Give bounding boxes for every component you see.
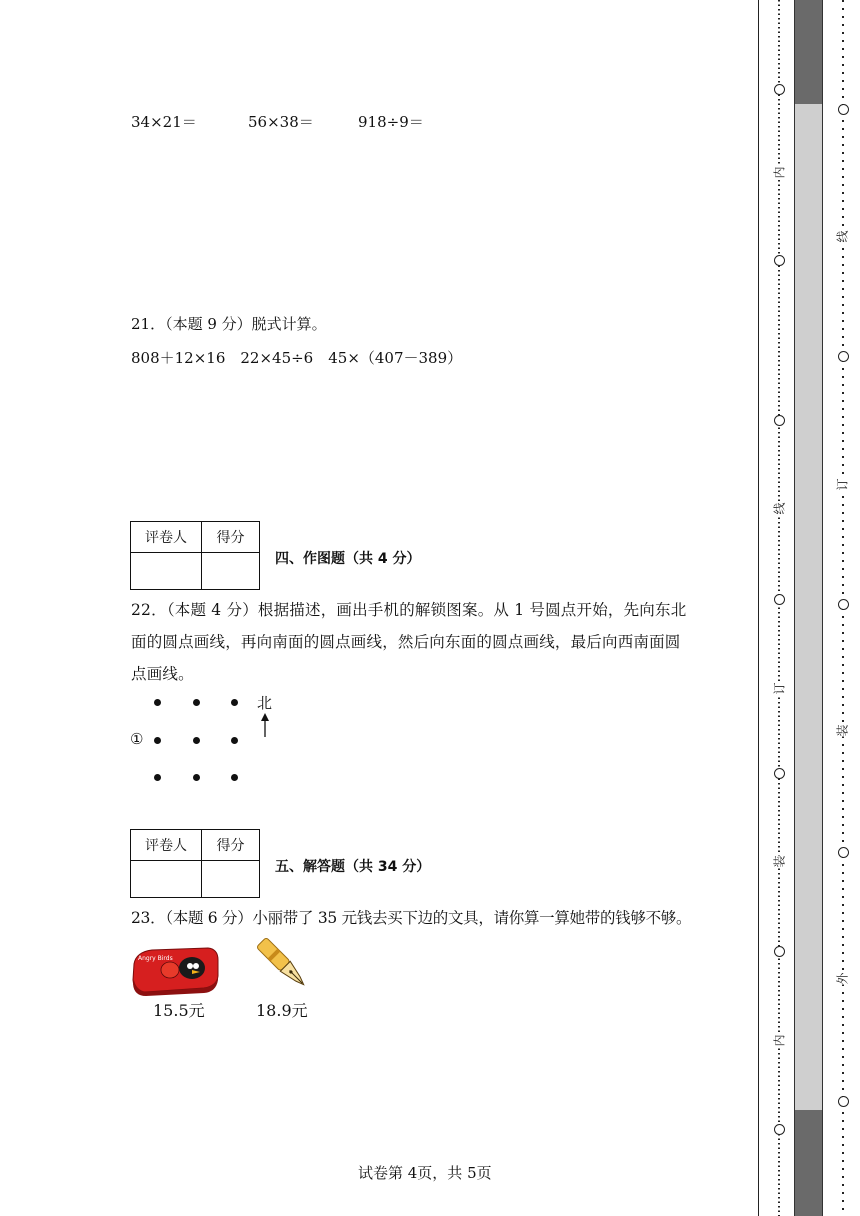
q22-line-3: 点画线。 (131, 665, 194, 683)
reviewer-header: 评卷人 (131, 830, 202, 861)
binding-hole-icon (774, 84, 785, 95)
q21-expressions: 808＋12×16 22×45÷6 45×（407－389） (131, 349, 463, 367)
binding-hole-icon (774, 415, 785, 426)
binding-hole-icon (838, 1096, 849, 1107)
grey-band-top (794, 0, 823, 104)
score-table-section5 (130, 829, 260, 898)
expression-918div9: 918÷9＝ (358, 113, 424, 131)
binding-char-outer-bind: 装 (835, 724, 850, 737)
pencil-case-image (130, 942, 222, 998)
expression-56x38: 56×38＝ (248, 113, 314, 131)
binding-char-bind: 装 (772, 855, 787, 868)
section5-title: 五、解答题（共 34 分） (275, 859, 431, 875)
north-label: 北 (257, 694, 273, 712)
grey-band-bottom (794, 1110, 823, 1216)
reviewer-cell[interactable] (131, 553, 202, 590)
grey-band-left-edge (794, 0, 795, 1216)
q23-text: 23．（本题 6 分）小丽带了 35 元钱去买下边的文具，请你算一算她带的钱够不够。 (131, 909, 692, 927)
binding-char-outer-line: 线 (835, 230, 850, 243)
section4-title: 四、作图题（共 4 分） (275, 551, 421, 567)
fountain-pen-image (255, 938, 317, 996)
score-cell[interactable] (202, 861, 260, 898)
binding-hole-icon (838, 599, 849, 610)
reviewer-cell[interactable] (131, 861, 202, 898)
start-label: ① (130, 730, 144, 748)
grey-band-right-edge (822, 0, 823, 1216)
binding-char-inner: 内 (772, 166, 787, 179)
binding-hole-icon (774, 946, 785, 957)
dot[interactable] (231, 699, 238, 706)
north-arrow-icon (258, 712, 272, 738)
binding-hole-icon (774, 768, 785, 779)
reviewer-header: 评卷人 (131, 522, 202, 553)
q21-heading: 21．（本题 9 分）脱式计算。 (131, 315, 327, 333)
dot[interactable] (154, 774, 161, 781)
score-header: 得分 (202, 522, 260, 553)
q22-text (131, 594, 731, 690)
score-cell[interactable] (202, 553, 260, 590)
binding-hole-icon (838, 351, 849, 362)
page-footer: 试卷第 4页，共 5页 (358, 1164, 492, 1182)
binding-hole-icon (838, 847, 849, 858)
dot[interactable] (231, 737, 238, 744)
binding-char-outer: 外 (835, 972, 850, 985)
binding-char-line: 线 (772, 502, 787, 515)
dot-1-start[interactable] (154, 737, 161, 744)
binding-hole-icon (774, 594, 785, 605)
grey-band-middle (794, 104, 823, 1110)
dot[interactable] (193, 699, 200, 706)
binding-hole-icon (774, 1124, 785, 1135)
fountain-pen-price: 18.9元 (256, 1001, 308, 1020)
pencil-case-logo-text: Angry Birds (138, 955, 173, 962)
dot[interactable] (193, 737, 200, 744)
expression-34x21: 34×21＝ (131, 113, 197, 131)
score-header: 得分 (202, 830, 260, 861)
margin-border-line (758, 0, 759, 1216)
binding-char-order: 订 (772, 682, 787, 695)
binding-char-inner-bottom: 内 (772, 1034, 787, 1047)
pencil-case-price: 15.5元 (153, 1001, 205, 1020)
q22-line-1: 22．（本题 4 分）根据描述，画出手机的解锁图案。从 1 号圆点开始，先向东北 (131, 601, 687, 619)
binding-hole-icon (774, 255, 785, 266)
q22-line-2: 面的圆点画线，再向南面的圆点画线，然后向东面的圆点画线，最后向西南面圆 (131, 633, 681, 651)
binding-char-outer-order: 订 (835, 478, 850, 491)
score-table-section4 (130, 521, 260, 590)
dot[interactable] (154, 699, 161, 706)
binding-hole-icon (838, 104, 849, 115)
dot[interactable] (193, 774, 200, 781)
dot[interactable] (231, 774, 238, 781)
